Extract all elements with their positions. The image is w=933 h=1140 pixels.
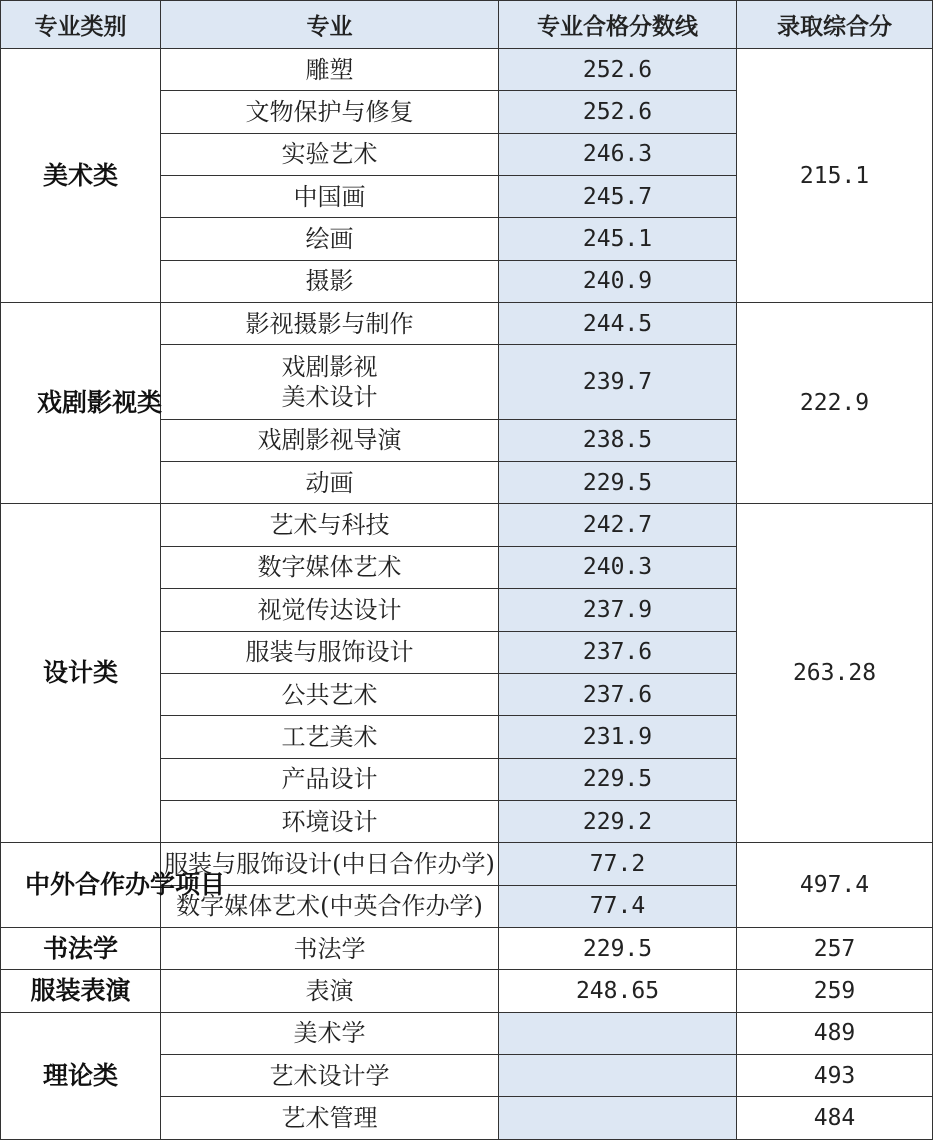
major-cell: 影视摄影与制作 [161, 303, 499, 345]
cutoff-cell: 229.5 [499, 462, 737, 504]
cutoff-cell: 246.3 [499, 133, 737, 175]
major-cell: 雕塑 [161, 49, 499, 91]
total-cell: 497.4 [737, 843, 933, 928]
cutoff-cell: 240.3 [499, 546, 737, 588]
cutoff-cell: 244.5 [499, 303, 737, 345]
cutoff-cell: 242.7 [499, 504, 737, 546]
cutoff-cell: 252.6 [499, 49, 737, 91]
major-cell: 工艺美术 [161, 716, 499, 758]
major-cell: 服装与服饰设计 [161, 631, 499, 673]
total-cell: 259 [737, 970, 933, 1012]
major-cell: 动画 [161, 462, 499, 504]
cutoff-cell: 237.6 [499, 673, 737, 715]
total-cell: 484 [737, 1097, 933, 1140]
cutoff-cell: 252.6 [499, 91, 737, 133]
total-cell: 215.1 [737, 49, 933, 303]
table-row [1, 504, 933, 546]
cutoff-cell [499, 1012, 737, 1054]
major-cell: 艺术与科技 [161, 504, 499, 546]
category-cell: 书法学 [1, 927, 161, 969]
major-cell: 戏剧影视美术设计 [161, 345, 499, 419]
header-category: 专业类别 [1, 1, 161, 49]
cutoff-cell: 229.5 [499, 758, 737, 800]
cutoff-cell: 231.9 [499, 716, 737, 758]
table-row [1, 843, 933, 885]
cutoff-cell: 77.4 [499, 885, 737, 927]
category-cell: 服装表演 [1, 970, 161, 1012]
category-cell: 戏剧影视类 [1, 303, 161, 504]
table-row [1, 927, 933, 969]
cutoff-cell: 245.7 [499, 176, 737, 218]
total-cell: 257 [737, 927, 933, 969]
major-cell: 摄影 [161, 260, 499, 302]
table-row [1, 1012, 933, 1054]
header-major: 专业 [161, 1, 499, 49]
major-cell: 美术学 [161, 1012, 499, 1054]
total-cell: 263.28 [737, 504, 933, 843]
table-row [1, 970, 933, 1012]
cutoff-cell: 237.6 [499, 631, 737, 673]
total-cell: 493 [737, 1054, 933, 1096]
cutoff-cell: 229.5 [499, 927, 737, 969]
major-cell: 公共艺术 [161, 673, 499, 715]
cutoff-cell: 237.9 [499, 589, 737, 631]
major-cell: 数字媒体艺术 [161, 546, 499, 588]
major-text: 服装与服饰设计(中日合作办学) [164, 849, 495, 878]
cutoff-cell: 77.2 [499, 843, 737, 885]
major-cell [161, 843, 499, 885]
major-cell: 艺术设计学 [161, 1054, 499, 1096]
major-cell: 书法学 [161, 927, 499, 969]
category-cell: 理论类 [1, 1012, 161, 1139]
cutoff-cell: 240.9 [499, 260, 737, 302]
major-cell: 实验艺术 [161, 133, 499, 175]
major-cell: 文物保护与修复 [161, 91, 499, 133]
category-cell: 美术类 [1, 49, 161, 303]
cutoff-cell: 229.2 [499, 800, 737, 842]
header-total: 录取综合分 [737, 1, 933, 49]
major-cell: 艺术管理 [161, 1097, 499, 1140]
major-cell: 视觉传达设计 [161, 589, 499, 631]
table-row [1, 303, 933, 345]
cutoff-cell: 239.7 [499, 345, 737, 419]
major-cell [161, 885, 499, 927]
major-cell: 环境设计 [161, 800, 499, 842]
category-cell: 中外合作办学项目 [1, 843, 161, 928]
cutoff-cell [499, 1097, 737, 1140]
major-cell: 戏剧影视导演 [161, 419, 499, 461]
major-cell: 产品设计 [161, 758, 499, 800]
total-cell: 489 [737, 1012, 933, 1054]
table-row [1, 49, 933, 91]
major-cell: 表演 [161, 970, 499, 1012]
major-cell: 中国画 [161, 176, 499, 218]
major-text: 数字媒体艺术(中英合作办学) [176, 892, 483, 921]
major-cell: 绘画 [161, 218, 499, 260]
cutoff-cell: 248.65 [499, 970, 737, 1012]
cutoff-cell: 245.1 [499, 218, 737, 260]
category-cell: 设计类 [1, 504, 161, 843]
header-row [1, 1, 933, 49]
cutoff-cell: 238.5 [499, 419, 737, 461]
cutoff-cell [499, 1054, 737, 1096]
total-cell: 222.9 [737, 303, 933, 504]
header-cutoff: 专业合格分数线 [499, 1, 737, 49]
